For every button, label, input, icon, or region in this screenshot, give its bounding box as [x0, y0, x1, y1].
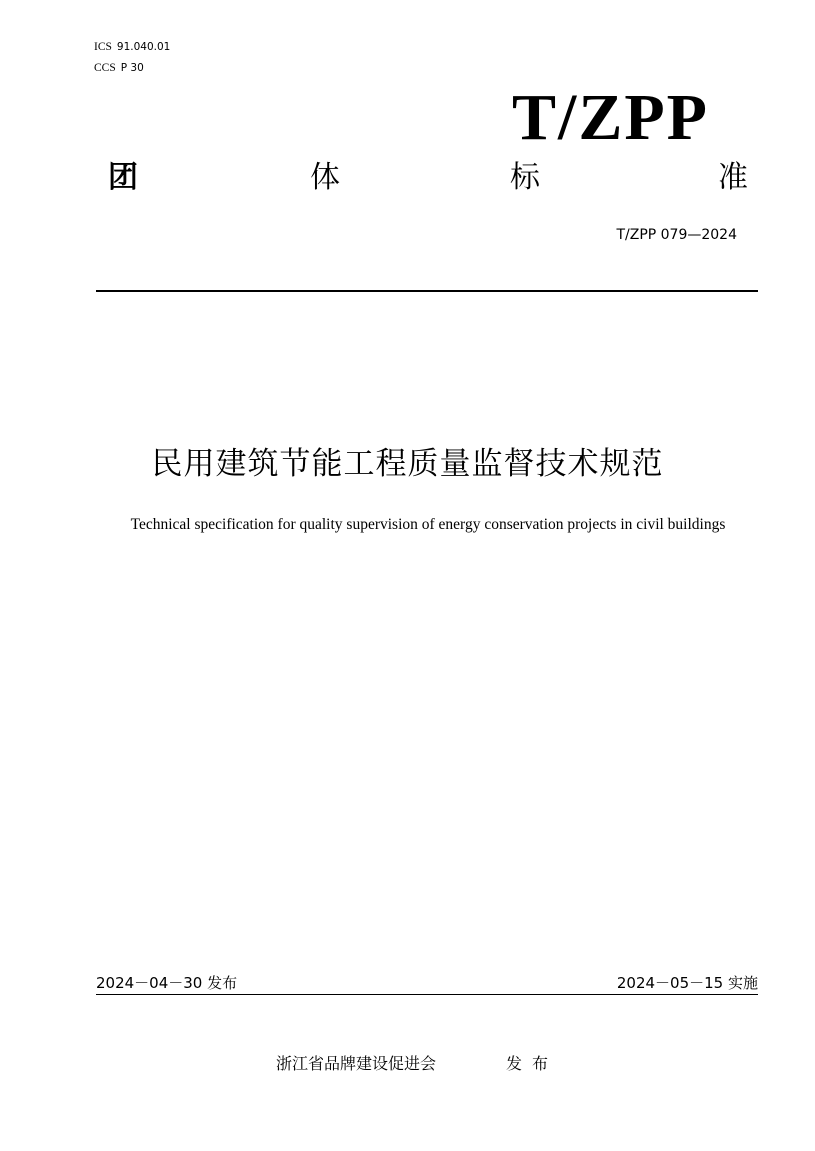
ics-value: 91.040.01	[116, 41, 171, 53]
standard-type-char-4: 准	[718, 160, 748, 195]
standard-logo: T/ZPP	[511, 81, 709, 154]
issue-label: 发布	[506, 1054, 559, 1073]
standard-type-char-1: 团	[108, 160, 138, 195]
ccs-label: CCS	[94, 62, 116, 74]
standard-type-char-3: 标	[510, 160, 540, 195]
ics-classification	[94, 40, 170, 54]
publish-date: 2024－04－30 发布	[96, 974, 238, 992]
document-title-chinese: 民用建筑节能工程质量监督技术规范	[151, 446, 664, 482]
header-divider	[96, 290, 758, 292]
ics-label: ICS	[94, 41, 112, 53]
footer-divider	[96, 994, 758, 995]
ccs-classification	[94, 61, 144, 75]
standard-number: T/ZPP 079—2024	[616, 227, 737, 243]
document-title-english: Technical specification for quality supervision of energy conservation projects in civil buildings	[130, 516, 726, 533]
issuing-organization: 浙江省品牌建设促进会	[276, 1054, 437, 1073]
implement-date: 2024－05－15 实施	[616, 974, 758, 992]
standard-type-char-2: 体	[310, 160, 340, 195]
ccs-value: P 30	[120, 62, 144, 74]
